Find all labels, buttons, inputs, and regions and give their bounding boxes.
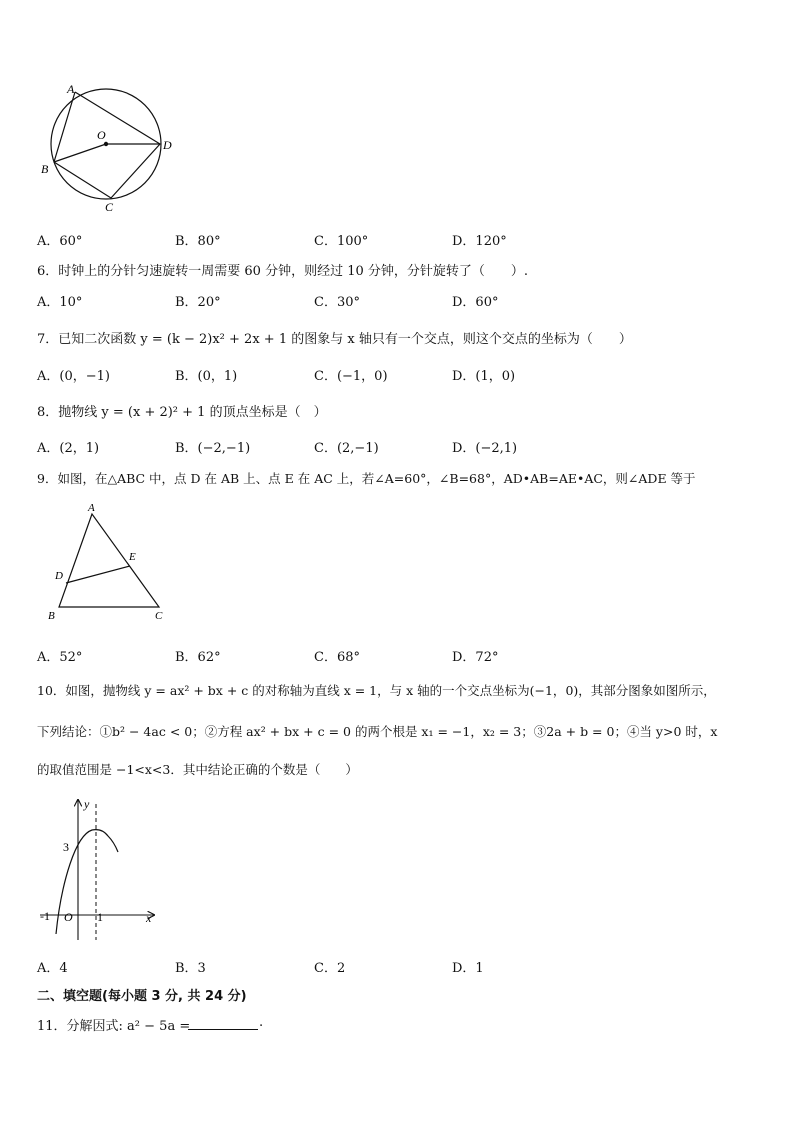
label-D: D: [163, 138, 172, 152]
q6-option-a: A．10°: [37, 295, 83, 310]
q8-text: 8．抛物线 y = (x + 2)² + 1 的顶点坐标是（ ）: [37, 405, 327, 420]
circle-figure: [38, 78, 188, 218]
q9-option-a: A．52°: [37, 650, 83, 665]
q8-option-a: A．(2，1): [37, 441, 100, 456]
tri-label-A: A: [88, 502, 95, 514]
parabola-figure: [34, 794, 164, 946]
tick-1: 1: [97, 910, 103, 924]
tri-label-D: D: [55, 570, 63, 582]
q10-option-b: B．3: [175, 961, 206, 976]
q7-option-a: A．(0，−1): [37, 369, 110, 384]
q7-option-b: B．(0，1): [175, 369, 238, 384]
origin-label: O: [64, 910, 73, 924]
axis-x-label: x: [146, 911, 152, 925]
q8-option-c: C．(2,−1): [314, 441, 379, 456]
q9-option-d: D．72°: [452, 650, 499, 665]
q9-text: 9．如图，在△ABC 中，点 D 在 AB 上、点 E 在 AC 上，若∠A=60°，∠B=68°，AD•AB=AE•AC，则∠ADE 等于: [37, 471, 696, 486]
label-O: O: [97, 128, 106, 142]
section-title: 二、填空题(每小题 3 分, 共 24 分): [37, 989, 247, 1004]
q5-option-b: B．80°: [175, 234, 221, 249]
q10-option-c: C．2: [314, 961, 346, 976]
label-A: A: [67, 82, 75, 96]
q6-text: 6．时钟上的分针匀速旋转一周需要 60 分钟，则经过 10 分钟，分针旋转了（ ）.: [37, 264, 529, 279]
triangle-figure: [44, 500, 174, 625]
q5-option-d: D．120°: [452, 234, 507, 249]
q6-option-d: D．60°: [452, 295, 499, 310]
tick-3: 3: [63, 840, 69, 854]
tri-label-E: E: [129, 551, 136, 563]
q9-option-c: C．68°: [314, 650, 360, 665]
tri-label-B: B: [48, 610, 55, 622]
q10-option-a: A．4: [37, 961, 68, 976]
label-B: B: [41, 162, 49, 176]
q11-period: .: [259, 1015, 264, 1030]
q7-text: 7．已知二次函数 y = (k − 2)x² + 2x + 1 的图象与 x 轴只有一个交点，则这个交点的坐标为（ ）: [37, 332, 632, 347]
q10-line3: 的取值范围是 −1<x<3．其中结论正确的个数是（ ）: [37, 762, 358, 777]
q11-text: 11．分解因式: a² − 5a =: [37, 1019, 191, 1034]
tri-label-C: C: [155, 610, 163, 622]
q6-option-b: B．20°: [175, 295, 221, 310]
label-C: C: [105, 200, 114, 214]
q10-option-d: D．1: [452, 961, 484, 976]
q5-option-a: A．60°: [37, 234, 83, 249]
q8-option-d: D．(−2,1): [452, 441, 518, 456]
tick-minus-1: -1: [40, 909, 50, 923]
q7-option-c: C．(−1，0): [314, 369, 388, 384]
q10-line1: 10．如图，抛物线 y = ax² + bx + c 的对称轴为直线 x = 1，与 x 轴的一个交点坐标为(−1，0)，其部分图象如图所示，: [37, 683, 716, 698]
axis-y-label: y: [84, 797, 90, 811]
q6-option-c: C．30°: [314, 295, 360, 310]
q7-option-d: D．(1，0): [452, 369, 516, 384]
q9-option-b: B．62°: [175, 650, 221, 665]
q10-line2: 下列结论：①b² − 4ac < 0；②方程 ax² + bx + c = 0 的两个根是 x₁ = −1，x₂ = 3；③2a + b = 0；④当 y>0 时，x: [37, 724, 718, 739]
q8-option-b: B．(−2,−1): [175, 441, 251, 456]
q5-option-c: C．100°: [314, 234, 369, 249]
q11-answer-blank[interactable]: [188, 1029, 258, 1030]
